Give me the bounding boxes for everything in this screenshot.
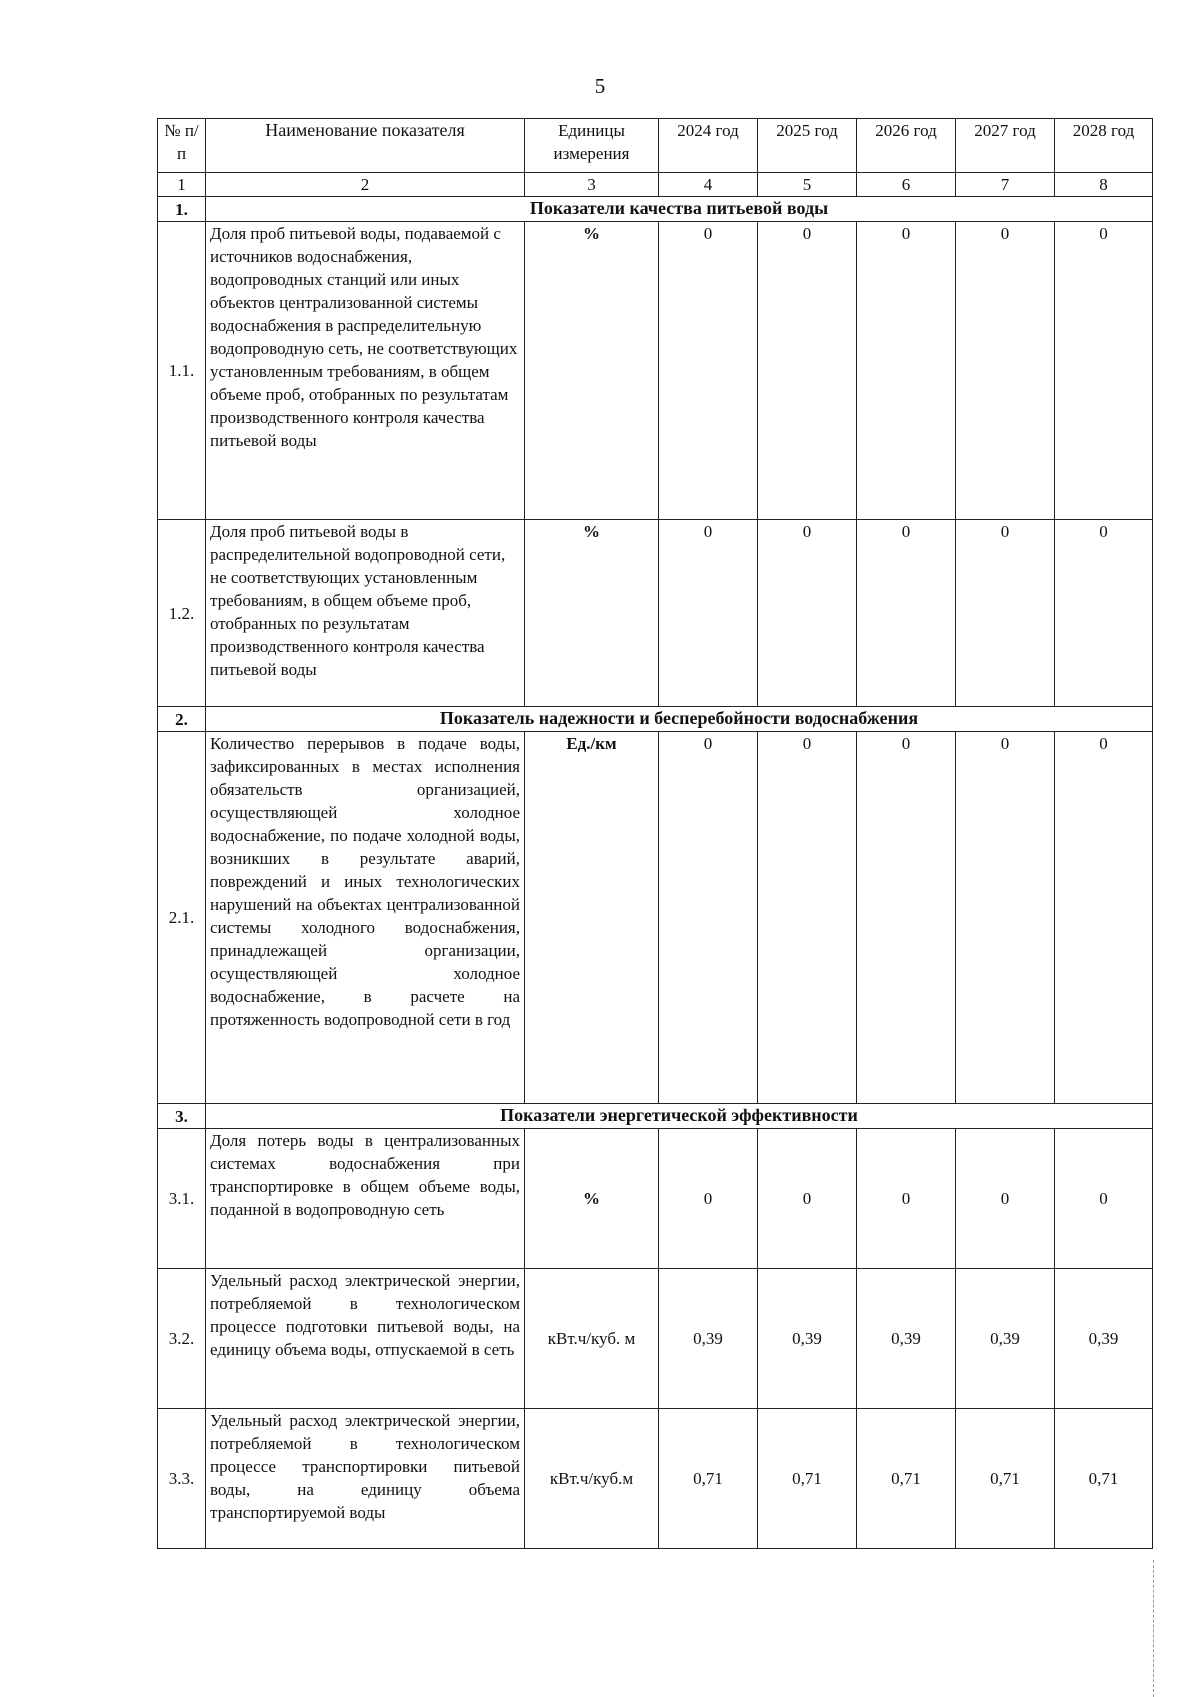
section-row [158, 1104, 1153, 1129]
row-name: Удельный расход электрической энергии, потребляемой в технологическом процессе подготовки питьевой воды, на единицу объема воды, отпускаемой в сеть [206, 1269, 525, 1409]
row-value: 0,39 [659, 1269, 758, 1409]
table-row [158, 732, 1153, 1104]
row-num: 1.1. [158, 222, 206, 520]
row-value: 0 [758, 520, 857, 707]
table-row [158, 520, 1153, 707]
row-name: Количество перерывов в подаче воды, зафиксированных в местах исполнения обязательств организацией, осуществляющей холодное водоснабжение, по подаче холодной воды, возникших в результате аварий, повреждений и иных технологических нарушений на объектах централизованной системы холодного водоснабжения, принадлежащей организации, осуществляющей холодное водоснабжение, в расчете на протяженность водопроводной сети в год [206, 732, 525, 1104]
row-name: Доля проб питьевой воды, подаваемой с источников водоснабжения, водопроводных станций или иных объектов централизованной системы водоснабжения в распределительную водопроводную сеть, не соответствующих установленным требованиям, в общем объеме проб, отобранных по результатам производственного контроля качества питьевой воды [206, 222, 525, 520]
row-value: 0 [857, 1129, 956, 1269]
table-row [158, 1409, 1153, 1549]
row-value: 0 [956, 732, 1055, 1104]
section-title: Показатели качества питьевой воды [206, 197, 1153, 222]
row-unit: кВт.ч/куб.м [525, 1409, 659, 1549]
scan-edge-line [1153, 1560, 1154, 1697]
row-num: 1.2. [158, 520, 206, 707]
row-value: 0,39 [857, 1269, 956, 1409]
row-value: 0 [758, 222, 857, 520]
row-value: 0,71 [659, 1409, 758, 1549]
row-value: 0 [857, 222, 956, 520]
row-num: 3.1. [158, 1129, 206, 1269]
table-row [158, 1269, 1153, 1409]
row-value: 0 [1055, 1129, 1153, 1269]
row-unit: % [525, 1129, 659, 1269]
row-value: 0 [956, 1129, 1055, 1269]
row-name: Доля потерь воды в централизованных системах водоснабжения при транспортировке в общем объеме воды, поданной в водопроводную сеть [206, 1129, 525, 1269]
column-index: 5 [758, 173, 857, 197]
column-index: 1 [158, 173, 206, 197]
row-value: 0 [1055, 222, 1153, 520]
row-value: 0 [857, 520, 956, 707]
section-row [158, 197, 1153, 222]
column-index: 4 [659, 173, 758, 197]
section-title: Показатели энергетической эффективности [206, 1104, 1153, 1129]
row-value: 0 [659, 732, 758, 1104]
header-name: Наименование показателя [206, 119, 525, 173]
column-index: 7 [956, 173, 1055, 197]
row-value: 0,39 [956, 1269, 1055, 1409]
column-index: 2 [206, 173, 525, 197]
column-index: 6 [857, 173, 956, 197]
row-value: 0 [956, 520, 1055, 707]
row-value: 0,71 [758, 1409, 857, 1549]
header-year: 2027 год [956, 119, 1055, 173]
row-value: 0,71 [857, 1409, 956, 1549]
header-year: 2025 год [758, 119, 857, 173]
row-value: 0 [758, 732, 857, 1104]
indicators-table [157, 118, 1153, 1549]
header-year: 2028 год [1055, 119, 1153, 173]
row-value: 0,39 [1055, 1269, 1153, 1409]
row-value: 0,39 [758, 1269, 857, 1409]
page-number: 5 [594, 74, 606, 98]
header-num: № п/п [158, 119, 206, 173]
row-unit: Ед./км [525, 732, 659, 1104]
row-value: 0 [659, 222, 758, 520]
header-unit: Единицы измерения [525, 119, 659, 173]
row-value: 0 [1055, 732, 1153, 1104]
row-name: Удельный расход электрической энергии, потребляемой в технологическом процессе транспортировки питьевой воды, на единицу объема транспортируемой воды [206, 1409, 525, 1549]
row-value: 0,71 [956, 1409, 1055, 1549]
row-value: 0 [1055, 520, 1153, 707]
table-header-row [158, 119, 1153, 173]
row-value: 0 [956, 222, 1055, 520]
row-value: 0 [857, 732, 956, 1104]
column-index-row [158, 173, 1153, 197]
row-num: 2.1. [158, 732, 206, 1104]
row-unit: % [525, 520, 659, 707]
row-value: 0 [659, 520, 758, 707]
row-num: 3.2. [158, 1269, 206, 1409]
column-index: 8 [1055, 173, 1153, 197]
table-row [158, 222, 1153, 520]
row-unit: % [525, 222, 659, 520]
row-unit: кВт.ч/куб. м [525, 1269, 659, 1409]
section-num: 3. [158, 1104, 206, 1129]
section-num: 1. [158, 197, 206, 222]
section-row [158, 707, 1153, 732]
row-num: 3.3. [158, 1409, 206, 1549]
row-value: 0,71 [1055, 1409, 1153, 1549]
section-title: Показатель надежности и бесперебойности водоснабжения [206, 707, 1153, 732]
row-name: Доля проб питьевой воды в распределительной водопроводной сети, не соответствующих установленным требованиям, в общем объеме проб, отобранных по результатам производственного контроля качества питьевой воды [206, 520, 525, 707]
header-year: 2024 год [659, 119, 758, 173]
header-year: 2026 год [857, 119, 956, 173]
column-index: 3 [525, 173, 659, 197]
table-row [158, 1129, 1153, 1269]
section-num: 2. [158, 707, 206, 732]
row-value: 0 [659, 1129, 758, 1269]
row-value: 0 [758, 1129, 857, 1269]
